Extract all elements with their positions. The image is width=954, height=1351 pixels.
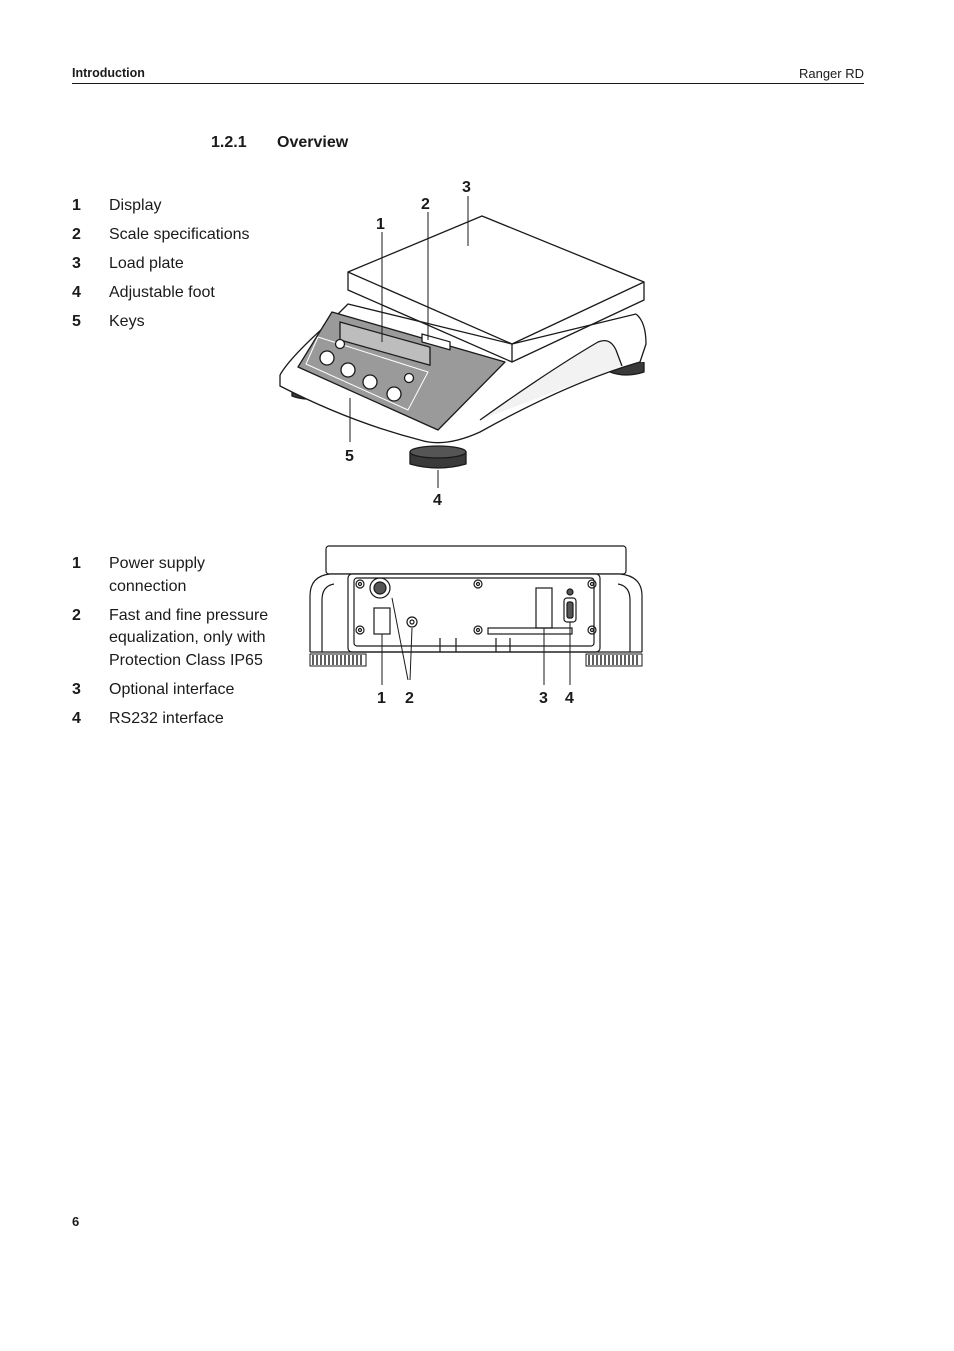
legend-number: 5 (72, 313, 81, 330)
callout-optional-interface: 3 (539, 690, 548, 707)
legend-label: RS232 interface (109, 709, 224, 727)
page-number: 6 (72, 1214, 80, 1229)
legend-number: 3 (72, 680, 81, 698)
legend-label: Power supply connection (109, 555, 206, 595)
callout-keys: 5 (345, 448, 354, 465)
scale-foot (410, 446, 466, 468)
running-header-product: Ranger RD (798, 66, 864, 81)
legend-top (72, 195, 282, 340)
legend-number: 4 (72, 284, 81, 301)
callout-adjustable-foot: 4 (433, 492, 442, 509)
running-header-section: Introduction (72, 66, 145, 80)
section-number: 1.2.1 (211, 134, 247, 151)
legend-label: Display (109, 197, 162, 214)
callout-scale-specifications: 2 (421, 196, 430, 213)
legend-number: 1 (72, 197, 81, 214)
legend-item (72, 311, 282, 334)
legend-number: 2 (72, 226, 81, 243)
load-plate (326, 546, 626, 574)
legend-item (72, 605, 282, 673)
legend-label: Load plate (109, 255, 184, 272)
legend-number: 2 (72, 606, 81, 624)
legend-number: 3 (72, 255, 81, 272)
legend-label: Adjustable foot (109, 284, 215, 301)
legend-label: Optional interface (109, 680, 235, 698)
legend-item (72, 253, 282, 276)
legend-label: Fast and fine pressure equalization, only with Protection Class IP65 (109, 606, 269, 669)
legend-item (72, 282, 282, 305)
scale-rear-figure (300, 540, 650, 715)
legend-label: Scale specifications (109, 226, 250, 243)
legend-item (72, 224, 282, 247)
legend-number: 1 (72, 555, 81, 572)
section-title: Overview (277, 134, 349, 151)
legend-item (72, 679, 282, 702)
legend-item (72, 553, 282, 598)
callout-display: 1 (376, 216, 385, 233)
legend-number: 4 (72, 709, 81, 727)
callout-power-supply: 1 (377, 690, 386, 707)
legend-item (72, 195, 282, 218)
header-rule (72, 83, 864, 84)
legend-bottom (72, 553, 282, 737)
legend-label: Keys (109, 313, 145, 330)
callout-pressure-equalization: 2 (405, 690, 414, 707)
rear-feet (310, 654, 642, 666)
callout-load-plate: 3 (462, 179, 471, 196)
callout-rs232-interface: 4 (565, 690, 574, 707)
scale-perspective-figure (270, 172, 660, 512)
legend-item (72, 708, 282, 731)
